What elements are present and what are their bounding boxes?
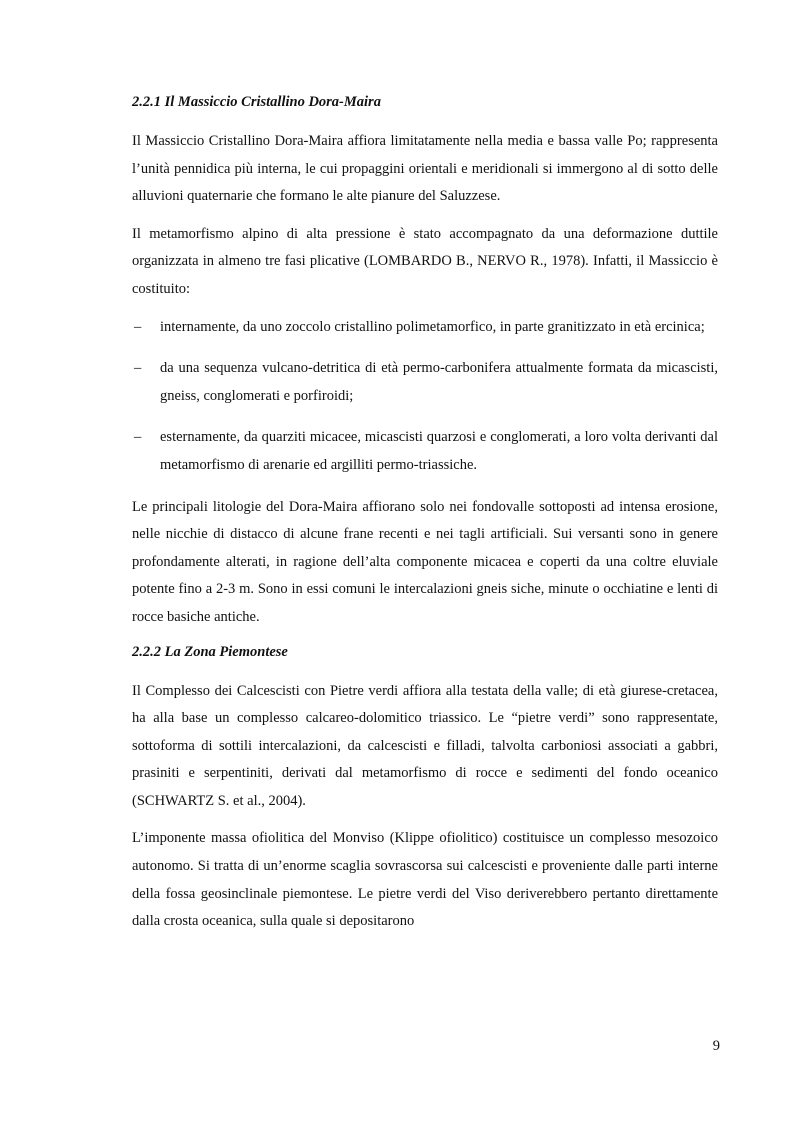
paragraph: Il Complesso dei Calcescisti con Pietre verdi affiora alla testata della valle; di età giurese-cretacea, ha alla base un complesso calcareo-dolomitico triassico. Le “pietre verdi” sono rappresentate, sottoforma di sottili intercalazioni, da calcescisti e filladi, talvolta carboniosi associati a gabbri, prasiniti e serpentiniti, derivati dal metamorfismo di rocce e sedimenti del fondo oceanico (SCHWARTZ S. et al., 2004). [132,682,718,809]
paragraph: L’imponente massa ofiolitica del Monviso (Klippe ofiolitico) costituisce un complesso mesozoico autonomo. Si tratta di un’enorme scaglia sovrascorsa sui calcescisti e proveniente dalle parti interne della fossa geosinclinale piemontese. Le pietre verdi del Viso deriverebbero pertanto direttamente dalla crosta oceanica, sulla quale si depositarono [132,830,718,930]
list-marker: – [134,429,142,446]
list-item [132,424,718,479]
bullet-list [132,314,718,480]
list-item-text: da una sequenza vulcano-detritica di età permo-carbonifera attualmente formata da micascisti, gneiss, conglomerati e porfiroidi; [160,360,718,404]
paragraph: Le principali litologie del Dora-Maira affiorano solo nei fondovalle sottoposti ad intensa erosione, nelle nicchie di distacco di alcune frane recenti e nei tagli artificiali. Sui versanti sono in genere profondamente alterati, in ragione dell’alta componente micacea e coperti da una coltre eluviale potente fino a 2-3 m. Sono in essi comuni le intercalazioni gneis siche, minute o occhiatine e lenti di rocce basiche antiche. [132,498,718,625]
section-heading-dora-maira: 2.2.1 Il Massiccio Cristallino Dora-Maira [132,94,381,110]
section-heading-zona-piemontese: 2.2.2 La Zona Piemontese [132,643,288,660]
list-marker: – [134,318,142,335]
list-item [132,314,718,342]
document-page [132,92,718,946]
list-item [132,355,718,410]
list-marker: – [134,360,142,377]
paragraph: Il Massiccio Cristallino Dora-Maira affiora limitatamente nella media e bassa valle Po; rappresenta l’unità pennidica più interna, le cui propaggini orientali e meridionali si immergono al di sotto delle alluvioni quaternarie che formano le alte pianure del Saluzzese. [132,133,718,205]
paragraph: Il metamorfismo alpino di alta pressione è stato accompagnato da una deformazione duttile organizzata in almeno tre fasi plicative (LOMBARDO B., NERVO R., 1978). Infatti, il Massiccio è costituito: [132,225,718,297]
list-item-text: esternamente, da quarziti micacee, micascisti quarzosi e conglomerati, a loro volta derivanti dal metamorfismo di arenarie ed argilliti permo-triassiche. [160,429,718,473]
page-number: 9 [712,1038,720,1054]
list-item-text: internamente, da uno zoccolo cristallino polimetamorfico, in parte granitizzato in età ercinica; [160,318,705,335]
